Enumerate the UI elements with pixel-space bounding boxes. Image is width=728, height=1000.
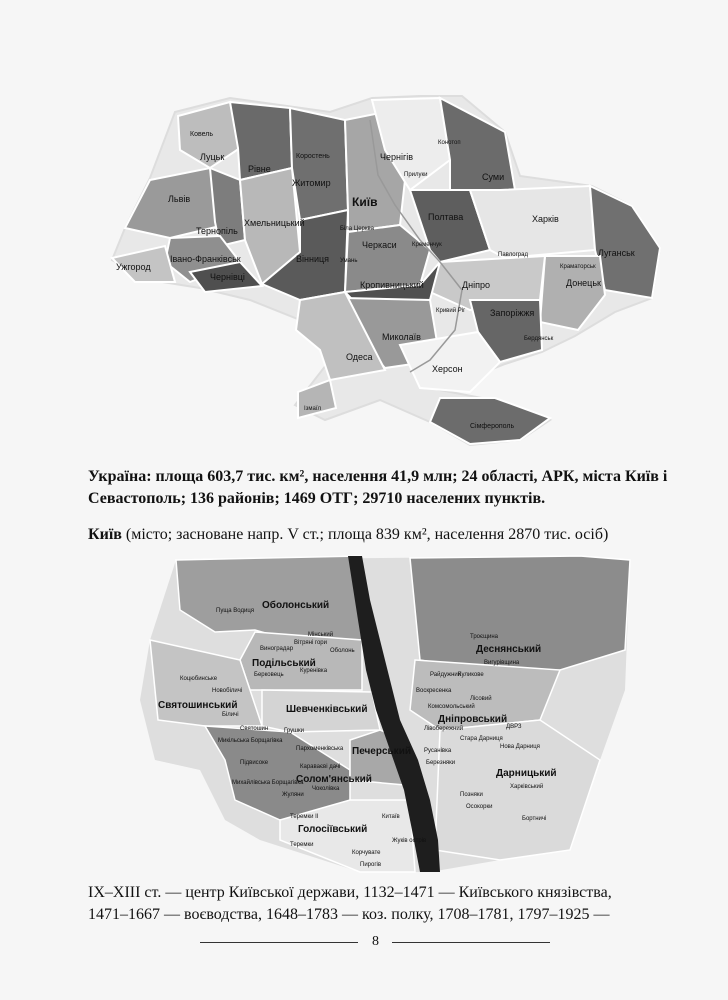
label-zaporizhzhia: Запоріжжя: [490, 308, 535, 318]
label-kyiv: Київ: [352, 195, 378, 209]
label-stara-darn: Стара Дарниця: [460, 736, 503, 742]
label-minskyi: Мінський: [308, 632, 334, 638]
label-uzhhorod: Ужгород: [116, 262, 151, 272]
label-chokolivka: Чоколівка: [312, 786, 340, 792]
label-pechersk: Печерський: [352, 746, 411, 757]
label-mykolaiv: Миколаїв: [382, 332, 421, 342]
label-kryvyi-rih: Кривий Ріг: [436, 308, 466, 314]
label-komsomolskyi: Комсомольський: [428, 704, 475, 710]
label-vynohradar: Виноградар: [260, 646, 294, 652]
label-voskresenka: Воскресенка: [416, 688, 452, 694]
label-kramatorsk: Краматорськ: [560, 264, 596, 270]
label-uman: Умань: [340, 258, 358, 264]
label-izmail: Ізмаїл: [304, 406, 322, 412]
region-crimea: [430, 398, 550, 444]
label-pidvysoke: Підвисоке: [240, 760, 269, 766]
label-troieshchyna: Троєщина: [470, 634, 499, 640]
page-number: 8: [372, 934, 379, 949]
label-raiduzhnyi: Райдужний: [430, 672, 462, 678]
label-kropyvnytskyi: Кропивницький: [360, 280, 424, 290]
label-konotop: Конотоп: [438, 140, 461, 146]
label-bortnychi: Бортничі: [522, 816, 547, 822]
label-korosten: Коростень: [296, 153, 330, 160]
label-lviv: Львів: [168, 194, 191, 204]
label-chernivtsi: Чернівці: [210, 272, 245, 282]
label-parkhomenkivska: Пархоменківська: [296, 746, 344, 752]
ukraine-caption-text: Україна: площа 603,7 тис. км², населення 41,9 млн; 24 області, АРК, міста Київ і Севастополь; 136 районів; 1469 ОТГ; 29710 населених пунктів.: [88, 468, 668, 507]
label-novobilychi: Новобіличі: [212, 688, 243, 694]
label-dvrz: ДВРЗ: [506, 724, 522, 730]
label-pryluky: Прилуки: [404, 172, 428, 178]
label-sviatoshyn-pl: Святошин: [240, 726, 269, 732]
right-arrow: [392, 942, 550, 943]
label-kremenchuk: Кременчук: [412, 242, 442, 248]
label-ivano: Івано-Франківськ: [170, 254, 241, 264]
label-berkovets: Берковець: [254, 672, 284, 678]
label-mykilska: Микільська Борщагівка: [218, 738, 283, 744]
label-kytaiv: Китаїв: [382, 814, 400, 820]
label-cherkasy: Черкаси: [362, 240, 397, 250]
label-pavlohrad: Павлоград: [498, 252, 528, 258]
label-desna: Деснянський: [476, 644, 542, 655]
left-arrow: [200, 942, 358, 943]
label-berezniaky: Березняки: [426, 760, 456, 766]
label-teremky2: Теремки: [290, 842, 314, 848]
label-pushcha: Пуща Водиця: [216, 608, 254, 614]
label-livoberezhnyi: Лівобережний: [424, 726, 464, 732]
label-poznyaky: Позняки: [460, 792, 483, 798]
ukraine-map: [112, 96, 660, 445]
label-dnipro-district: Дніпровський: [438, 714, 508, 725]
ukraine-caption: [88, 466, 688, 510]
label-rusanivka: Русанівка: [424, 748, 452, 754]
kyiv-map: [140, 556, 630, 872]
label-ternopil: Тернопіль: [196, 226, 238, 236]
label-pyrohiv: Пирогів: [360, 862, 382, 868]
footer-line-1: IX–XIII ст. — центр Київської держави, 1132–1471 — Київського князівства,: [88, 884, 612, 901]
label-koncha: Корчувате: [352, 850, 381, 856]
label-bila-tserkva: Біла Церква: [340, 226, 374, 232]
footer-line-2: 1471–1667 — воєводства, 1648–1783 — коз. полку, 1708–1781, 1797–1925 —: [88, 906, 610, 923]
label-odesa: Одеса: [346, 352, 373, 362]
label-vinnytsia: Вінниця: [296, 254, 329, 264]
label-kotsiubynske: Коцюбинське: [180, 676, 218, 682]
label-obolon: Оболонський: [262, 600, 330, 611]
label-luhansk: Луганськ: [598, 248, 635, 258]
label-rivne: Рівне: [248, 164, 271, 174]
label-vitryani: Вітряні гори: [294, 640, 327, 646]
label-chernihiv: Чернігів: [380, 152, 414, 162]
label-teremky1: Теремки II: [290, 814, 319, 820]
label-sumy: Суми: [482, 172, 505, 182]
label-nova-darn: Нова Дарниця: [500, 744, 540, 750]
label-donetsk: Донецьк: [566, 278, 601, 288]
label-poltava: Полтава: [428, 212, 464, 222]
label-zhukiv: Жуків острів: [392, 838, 427, 844]
label-shevchenko: Шевченківський: [286, 704, 368, 715]
label-kherson: Херсон: [432, 364, 463, 374]
kyiv-caption-name: Київ: [88, 526, 122, 543]
label-solomianka: Солом'янський: [296, 774, 372, 785]
label-kurhanivka: Куликове: [458, 672, 484, 678]
label-hrushky: Грушки: [284, 728, 304, 734]
label-volyn: Ковель: [190, 131, 214, 138]
label-osokorky: Осокорки: [466, 804, 493, 810]
kyiv-caption: [88, 524, 688, 546]
label-kharkiv: Харків: [532, 214, 559, 224]
label-sviatoshyn: Святошинський: [158, 700, 238, 711]
kyiv-caption-details: (місто; засноване напр. V ст.; площа 839 км², населення 2870 тис. осіб): [121, 526, 609, 543]
label-pyrohivskyi: Лісовий: [470, 696, 492, 702]
label-bilychi: Біличі: [222, 712, 239, 718]
label-karavaievi: Караваєві дачі: [300, 764, 341, 770]
label-zhytomyr: Житомир: [292, 178, 331, 188]
label-kurenivka: Куренівка: [300, 668, 328, 674]
label-dnipro: Дніпро: [462, 280, 490, 290]
label-khmelnytskyi: Хмельницький: [244, 218, 305, 228]
label-vyhurivshchyna: Вигурівщина: [484, 660, 520, 666]
label-lutsk: Луцьк: [200, 152, 225, 162]
label-podil: Подільський: [252, 658, 316, 669]
label-zhuliany: Жуляни: [282, 792, 304, 798]
label-holosiiv: Голосіївський: [298, 824, 368, 835]
label-darnytsia: Дарницький: [496, 768, 557, 779]
label-berdiansk: Бердянськ: [524, 336, 554, 342]
label-simferopol: Сімферополь: [470, 423, 515, 430]
label-obolon-pl: Оболонь: [330, 648, 355, 654]
label-mykhailivska: Михайлівська Борщагівка: [232, 780, 304, 786]
region-zhytomyr: [290, 108, 348, 220]
label-kharkivskyi: Харківський: [510, 784, 544, 790]
